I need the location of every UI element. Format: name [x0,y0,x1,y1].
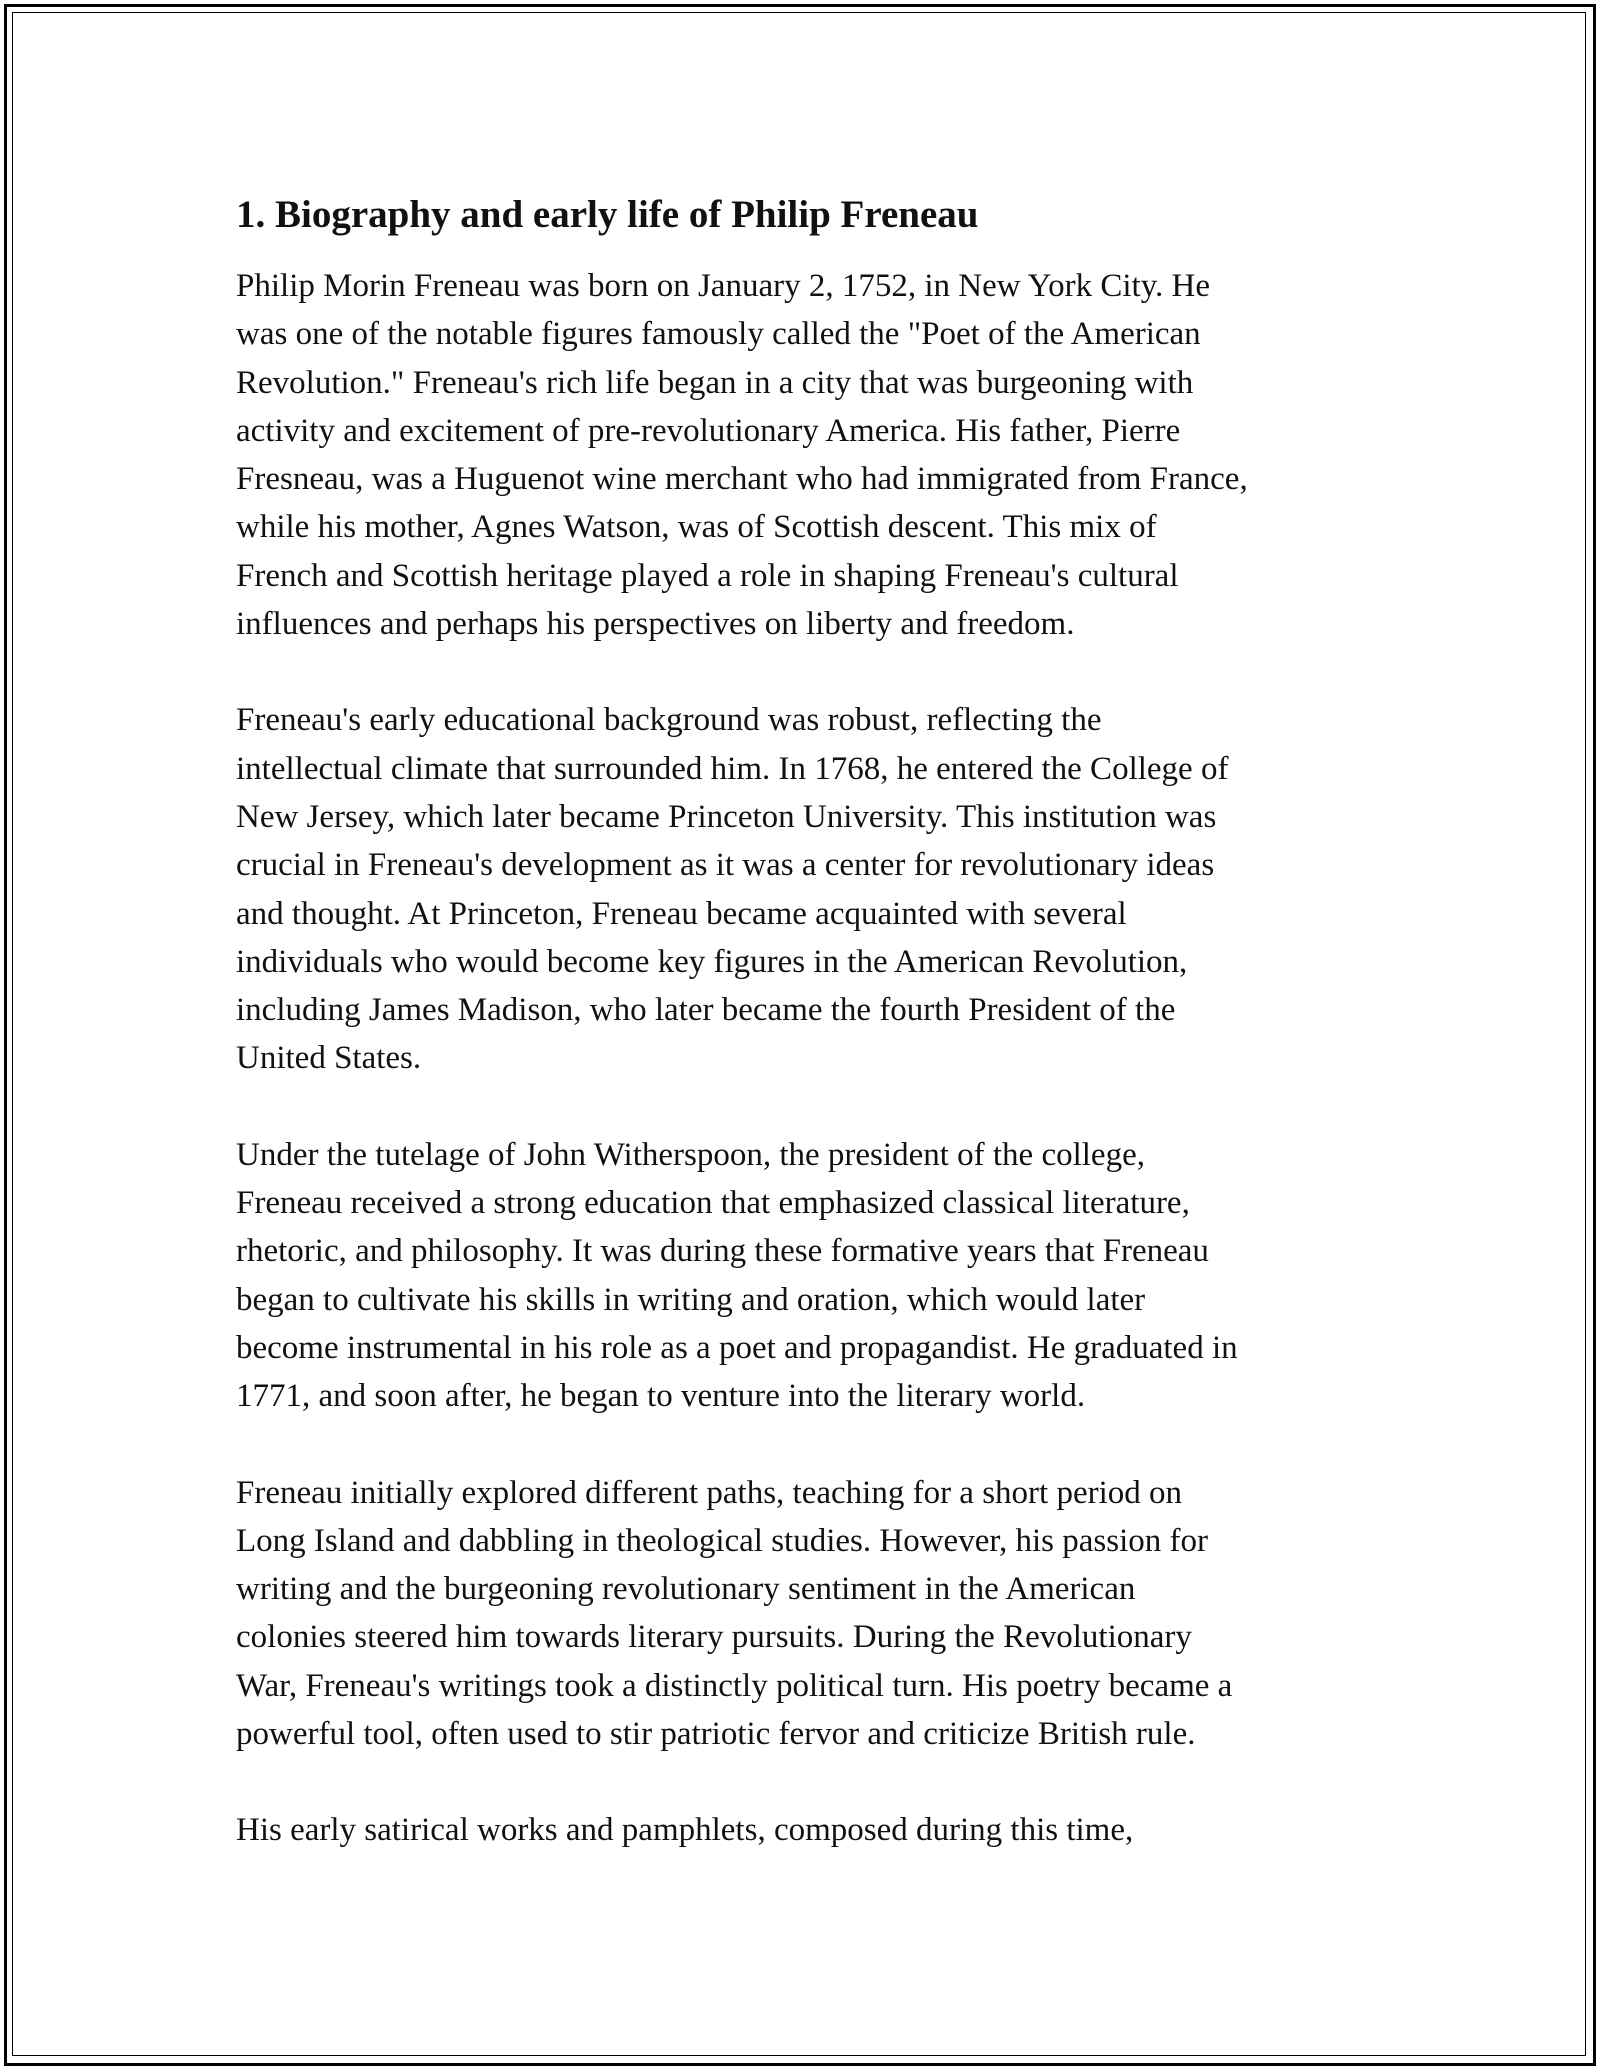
paragraph-5: His early satirical works and pamphlets, composed during this time, [236,1812,1134,1849]
paragraph-4: Freneau initially explored different paths, teaching for a short period on Long Island and dabbling in theological studies. However, his passion for writing and the burgeoning revolutionary sentiment in the American colonies steered him towards literary pursuits. During the Revolutionary War, Freneau's writings took a distinctly political turn. His poetry became a powerful tool, often used to stir patriotic fervor and criticize British rule. [236,1474,1233,1753]
paragraph-3: Under the tutelage of John Witherspoon, the president of the college, Freneau received a strong education that emphasized classical literature, rhetoric, and philosophy. It was during these formative years that Freneau began to cultivate his skills in writing and oration, which would later become instrumental in his role as a poet and propagandist. He graduated in 1771, and soon after, he began to venture into the literary world. [236,1136,1238,1415]
section-heading: 1. Biography and early life of Philip Freneau [236,193,979,236]
paragraph-2: Freneau's early educational background was robust, reflecting the intellectual climate that surrounded him. In 1768, he entered the College of New Jersey, which later became Princeton University. This institution was crucial in Freneau's development as it was a center for revolutionary ideas and thought. At Princeton, Freneau became acquainted with several individuals who would become key figures in the American Revolution, including James Madison, who later became the fourth President of the United States. [236,702,1229,1077]
paragraph-1: Philip Morin Freneau was born on January 2, 1752, in New York City. He was one of the notable figures famously called the "Poet of the American Revolution." Freneau's rich life began in a city that was burgeoning with activity and excitement of pre-revolutionary America. His father, Pierre Fresneau, was a Huguenot wine merchant who had immigrated from France, while his mother, Agnes Watson, was of Scottish descent. This mix of French and Scottish heritage played a role in shaping Freneau's cultural influences and perhaps his perspectives on liberty and freedom. [236,268,1248,643]
document-body [236,186,1376,1903]
